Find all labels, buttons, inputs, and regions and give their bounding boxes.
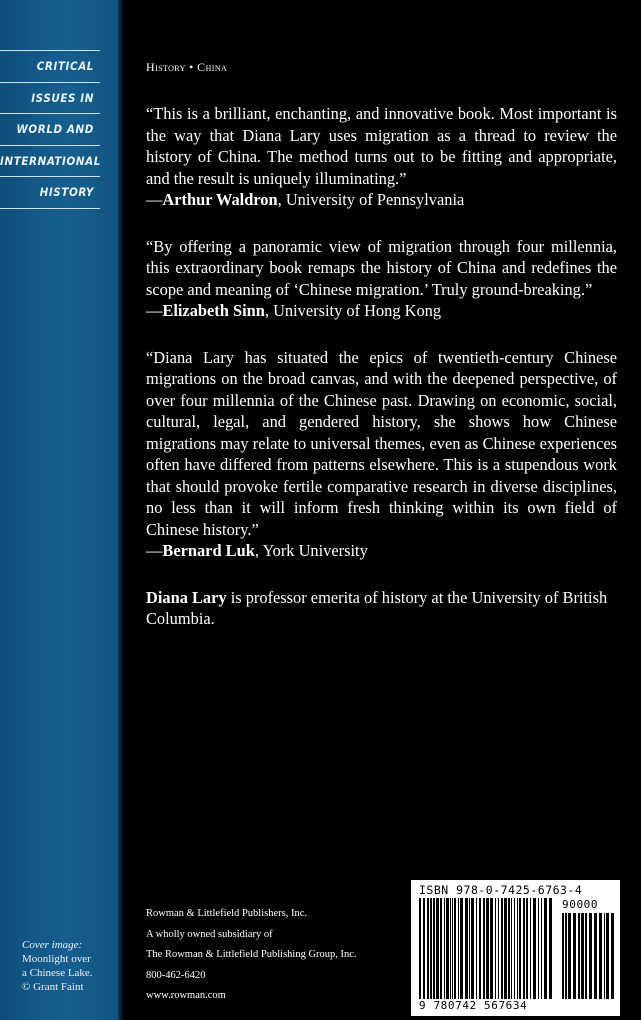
barcode-bar bbox=[490, 898, 493, 999]
blurb-author: Elizabeth Sinn bbox=[162, 301, 265, 320]
series-line: ISSUES IN bbox=[0, 83, 100, 115]
blurb-attribution: —Bernard Luk, York University bbox=[146, 541, 368, 560]
barcode-bar bbox=[504, 898, 507, 999]
blurb-quote bbox=[146, 236, 617, 322]
series-line: HISTORY bbox=[0, 177, 100, 209]
ean-digits: 9 780742 567634 bbox=[419, 999, 528, 1012]
barcode-bar bbox=[568, 913, 571, 999]
barcode-bar bbox=[517, 898, 518, 999]
barcode-bar bbox=[538, 898, 539, 999]
barcode-bar bbox=[458, 898, 459, 999]
barcode-bar bbox=[498, 898, 499, 999]
barcode-bar bbox=[452, 898, 453, 999]
ean-barcode bbox=[419, 898, 555, 999]
barcode-bar bbox=[440, 898, 442, 999]
barcode-bar bbox=[581, 913, 584, 999]
barcode-bar bbox=[486, 898, 489, 999]
barcode-bar bbox=[530, 898, 531, 999]
blurb-attribution: —Arthur Waldron, University of Pennsylvania bbox=[146, 190, 465, 209]
blurb-author: Bernard Luk bbox=[162, 541, 255, 560]
blurb-quote bbox=[146, 347, 617, 562]
barcode-bar bbox=[501, 898, 503, 999]
barcode-bar bbox=[549, 898, 552, 999]
author-name: Diana Lary bbox=[146, 587, 227, 607]
barcode-bar bbox=[589, 913, 592, 999]
barcode-bar bbox=[444, 898, 445, 999]
publisher-line: A wholly owned subsidiary of bbox=[146, 928, 273, 940]
author-bio bbox=[146, 587, 617, 630]
barcode-bar bbox=[533, 898, 536, 999]
barcode-bar bbox=[427, 898, 429, 999]
barcode-bar bbox=[599, 913, 602, 999]
barcode-bar bbox=[594, 913, 597, 999]
isbn-text: ISBN 978-0-7425-6763-4 bbox=[419, 883, 583, 897]
barcode-bar bbox=[541, 898, 542, 999]
barcode-bar bbox=[508, 898, 510, 999]
barcode-bar bbox=[476, 898, 477, 999]
publisher-phone: 800-462-6420 bbox=[146, 969, 206, 981]
barcode-bar bbox=[604, 913, 605, 999]
barcode-bar bbox=[544, 898, 547, 999]
barcode-bar bbox=[511, 898, 512, 999]
barcode-bar bbox=[454, 898, 456, 999]
barcode-bar bbox=[611, 913, 614, 999]
barcode-bar bbox=[514, 898, 515, 999]
publisher-info bbox=[146, 904, 357, 1007]
blurb-quote bbox=[146, 103, 617, 211]
barcode-bar bbox=[423, 898, 425, 999]
publisher-line: The Rowman & Littlefield Publishing Group, Inc. bbox=[146, 949, 357, 960]
barcode-bar bbox=[606, 913, 609, 999]
barcode-bar bbox=[479, 898, 481, 999]
barcode-bar bbox=[565, 913, 567, 999]
barcode-bar bbox=[585, 913, 587, 999]
barcode-bar bbox=[573, 913, 576, 999]
cover-credit-line: a Chinese Lake. bbox=[22, 967, 93, 979]
barcode-bar bbox=[465, 898, 468, 999]
barcode-bar bbox=[495, 898, 496, 999]
publisher-website: www.rowman.com bbox=[146, 990, 226, 1001]
barcode-bar bbox=[460, 898, 463, 999]
blurb-affiliation: York University bbox=[262, 541, 368, 560]
barcode-bar bbox=[419, 898, 421, 999]
author-bio-text: is professor emerita of history at the University of British Columbia. bbox=[146, 587, 608, 628]
barcode-bar bbox=[483, 898, 485, 999]
series-line: CRITICAL bbox=[0, 51, 100, 83]
barcode-bar bbox=[526, 898, 528, 999]
cover-credit bbox=[22, 938, 114, 994]
barcode-bar bbox=[436, 898, 439, 999]
cover-credit-label: Cover image: bbox=[22, 939, 83, 951]
cover-credit-line: © Grant Faint bbox=[22, 981, 84, 993]
blurb-affiliation: University of Pennsylvania bbox=[285, 190, 465, 209]
blurb-affiliation: University of Hong Kong bbox=[273, 301, 442, 320]
series-line: INTERNATIONAL bbox=[0, 146, 100, 178]
barcode-bar bbox=[450, 898, 451, 999]
blurb-author: Arthur Waldron bbox=[162, 190, 278, 209]
spine-edge bbox=[118, 0, 124, 1020]
blurb-text: “Diana Lary has situated the epics of twentieth-century Chinese migrations on the broad canvas, and with the deepened perspective, of over four millennia of the Chinese past. Drawing on economic, social, cultural, legal, and gendered history, she shows how Chinese migrations may relate to universal themes, even as Chinese experiences often have differed from patterns elsewhere. This is a stupendous work that should provoke fertile comparative research in diverse disciplines, no less than it will inform fresh thinking within its own field of Chinese history.” bbox=[146, 347, 617, 539]
barcode-bar bbox=[446, 898, 449, 999]
price-code: 90000 bbox=[562, 898, 599, 911]
barcode-bar bbox=[519, 898, 521, 999]
series-line: WORLD AND bbox=[0, 114, 100, 146]
barcode-bar bbox=[469, 898, 470, 999]
cover-credit-line: Moonlight over bbox=[22, 953, 91, 965]
blurb-attribution: —Elizabeth Sinn, University of Hong Kong bbox=[146, 301, 442, 320]
addon-barcode bbox=[562, 913, 614, 999]
category-label: History • China bbox=[146, 60, 228, 74]
barcode-bar bbox=[471, 898, 474, 999]
barcode-bar bbox=[562, 913, 564, 999]
barcode-bar bbox=[523, 898, 525, 999]
barcode-label bbox=[411, 880, 620, 1016]
publisher-line: Rowman & Littlefield Publishers, Inc. bbox=[146, 908, 307, 919]
series-title bbox=[0, 50, 100, 209]
barcode-bar bbox=[430, 898, 432, 999]
blurb-text: “This is a brilliant, enchanting, and innovative book. Most important is the way that Diana Lary uses migration as a thread to review the history of China. The method turns out to be fitting and appropriate, and the result is uniquely illuminating.” bbox=[146, 104, 617, 188]
back-cover-text bbox=[146, 103, 617, 630]
barcode-bar bbox=[578, 913, 580, 999]
barcode-bar bbox=[433, 898, 435, 999]
blurb-text: “By offering a panoramic view of migration through four millennia, this extraordinary book remaps the history of China and redefines the scope and meaning of ‘Chinese migration.’ Truly ground-breaking.” bbox=[146, 236, 617, 299]
